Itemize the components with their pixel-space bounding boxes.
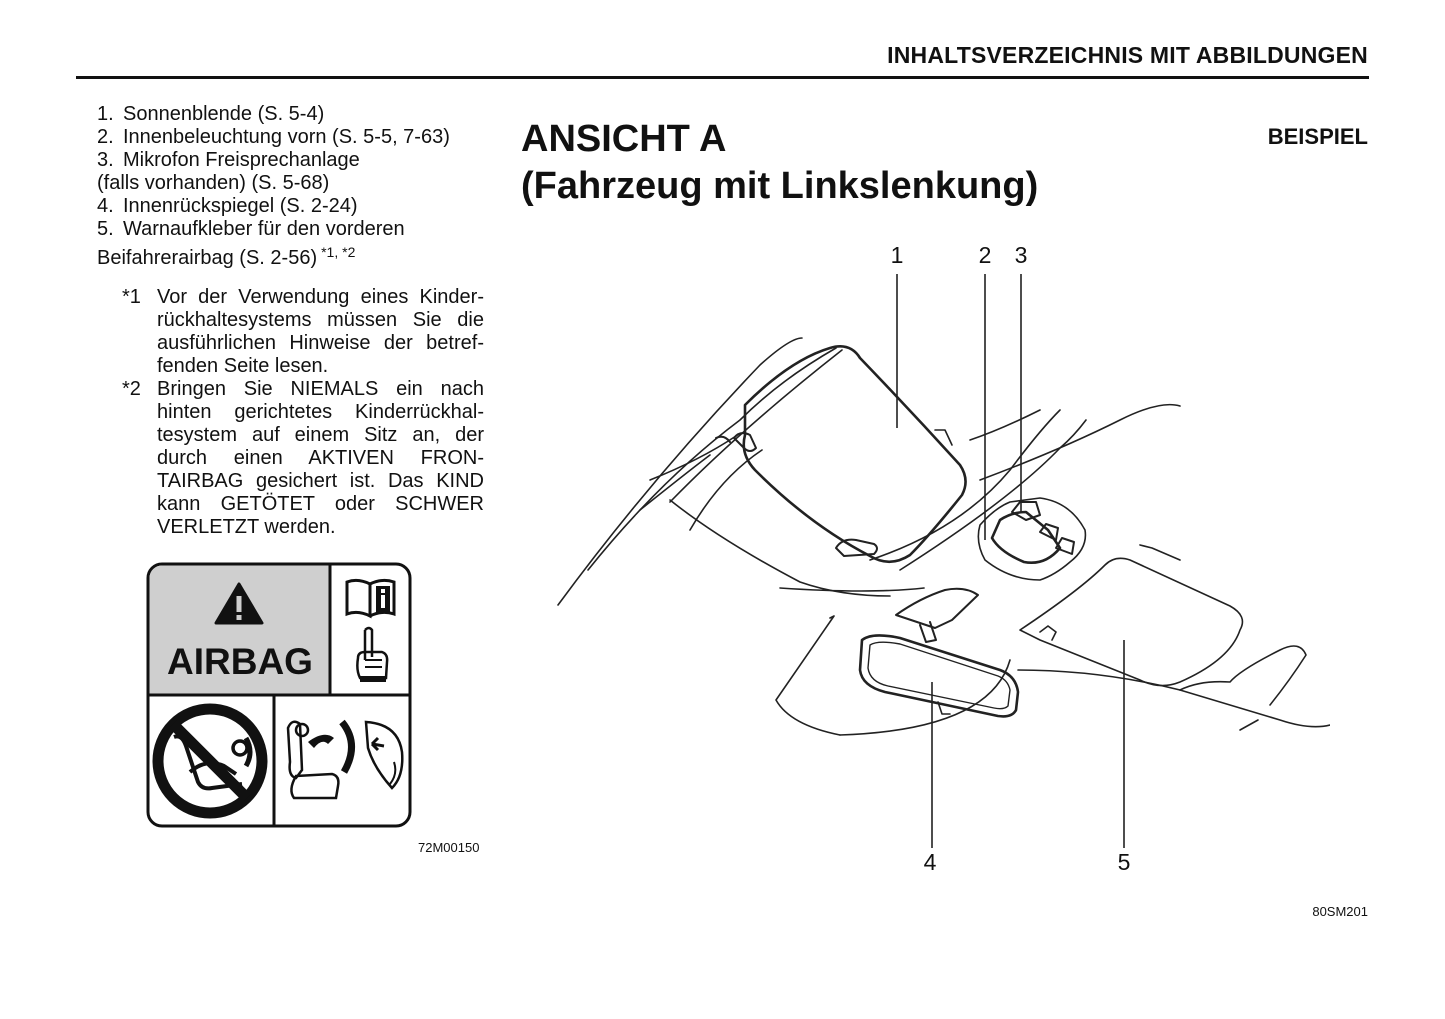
footnote-line: rückhaltesystems müssen Sie die bbox=[157, 309, 484, 331]
list-item bbox=[97, 218, 497, 241]
item-continuation: (falls vorhanden) (S. 5-68) bbox=[97, 172, 330, 194]
footnote-line: durch einen AKTIVEN FRON- bbox=[157, 447, 484, 469]
footnote-line: ausführlichen Hinweise der betref- bbox=[157, 332, 484, 354]
item-text: Innenbeleuchtung vorn (S. 5-5, 7-63) bbox=[123, 126, 450, 148]
passenger-sun-visor bbox=[1020, 558, 1242, 685]
item-text: Mikrofon Freisprechanlage bbox=[123, 149, 360, 171]
header-rule bbox=[76, 76, 1369, 79]
item-text: Warnaufkleber für den vorderen bbox=[123, 218, 405, 240]
item-number: 3. bbox=[97, 149, 114, 171]
footnote-line: VERLETZT werden. bbox=[157, 516, 336, 538]
figure-code: 72M00150 bbox=[418, 840, 480, 855]
a-pillar-line bbox=[558, 338, 802, 605]
footnote-line: hinten gerichtetes Kinderrückhal- bbox=[157, 401, 484, 423]
callout-number: 2 bbox=[978, 242, 992, 268]
item-continuation-text: Beifahrerairbag (S. 2-56) bbox=[97, 247, 318, 269]
numbered-item-list bbox=[97, 103, 497, 270]
airbag-label-text: AIRBAG bbox=[167, 641, 313, 682]
interior-overhead-diagram bbox=[540, 230, 1330, 890]
footnote-line: Bringen Sie NIEMALS ein nach bbox=[157, 378, 484, 400]
airbag-warning-label bbox=[146, 562, 412, 828]
item-text: Innenrückspiegel (S. 2-24) bbox=[123, 195, 358, 217]
windshield-edge bbox=[588, 348, 836, 570]
footnote-line: TAIRBAG gesichert ist. Das KIND bbox=[157, 470, 484, 492]
footnotes bbox=[122, 286, 484, 539]
item-continuation bbox=[97, 241, 497, 270]
footnote-line: tesystem auf einem Sitz an, der bbox=[157, 424, 484, 446]
item-text: Sonnenblende (S. 5-4) bbox=[123, 103, 325, 125]
overhead-console bbox=[978, 498, 1085, 580]
list-item bbox=[97, 149, 497, 172]
callout-number: 3 bbox=[1014, 242, 1028, 268]
sun-visor bbox=[744, 346, 966, 561]
footnote-reference: *1, *2 bbox=[321, 244, 356, 260]
list-item bbox=[97, 195, 497, 218]
mirror-mount bbox=[896, 589, 978, 628]
view-title-line: ANSICHT A bbox=[521, 118, 727, 160]
footnote-line: kann GETÖTET oder SCHWER bbox=[157, 493, 484, 515]
footnote-mark: *1 bbox=[122, 286, 141, 308]
callout-number: 1 bbox=[890, 242, 904, 268]
footnote bbox=[122, 378, 484, 539]
list-item bbox=[97, 126, 497, 149]
item-number: 1. bbox=[97, 103, 114, 125]
footnote-line: Vor der Verwendung eines Kinder- bbox=[157, 286, 484, 308]
callout-number: 5 bbox=[1117, 849, 1131, 875]
item-number: 2. bbox=[97, 126, 114, 148]
list-item bbox=[97, 103, 497, 126]
figure-code: 80SM201 bbox=[1312, 904, 1368, 919]
item-number: 4. bbox=[97, 195, 114, 217]
footnote-line: fenden Seite lesen. bbox=[157, 355, 329, 377]
item-number: 5. bbox=[97, 218, 114, 240]
view-subtitle-line: (Fahrzeug mit Linkslenkung) bbox=[521, 165, 1039, 207]
view-title bbox=[521, 116, 1038, 210]
example-label: BEISPIEL bbox=[1267, 124, 1368, 149]
footnote bbox=[122, 286, 484, 378]
page-header-title: INHALTSVERZEICHNIS MIT ABBILDUNGEN bbox=[887, 42, 1368, 68]
footnote-mark: *2 bbox=[122, 378, 141, 400]
callout-number: 4 bbox=[923, 849, 937, 875]
